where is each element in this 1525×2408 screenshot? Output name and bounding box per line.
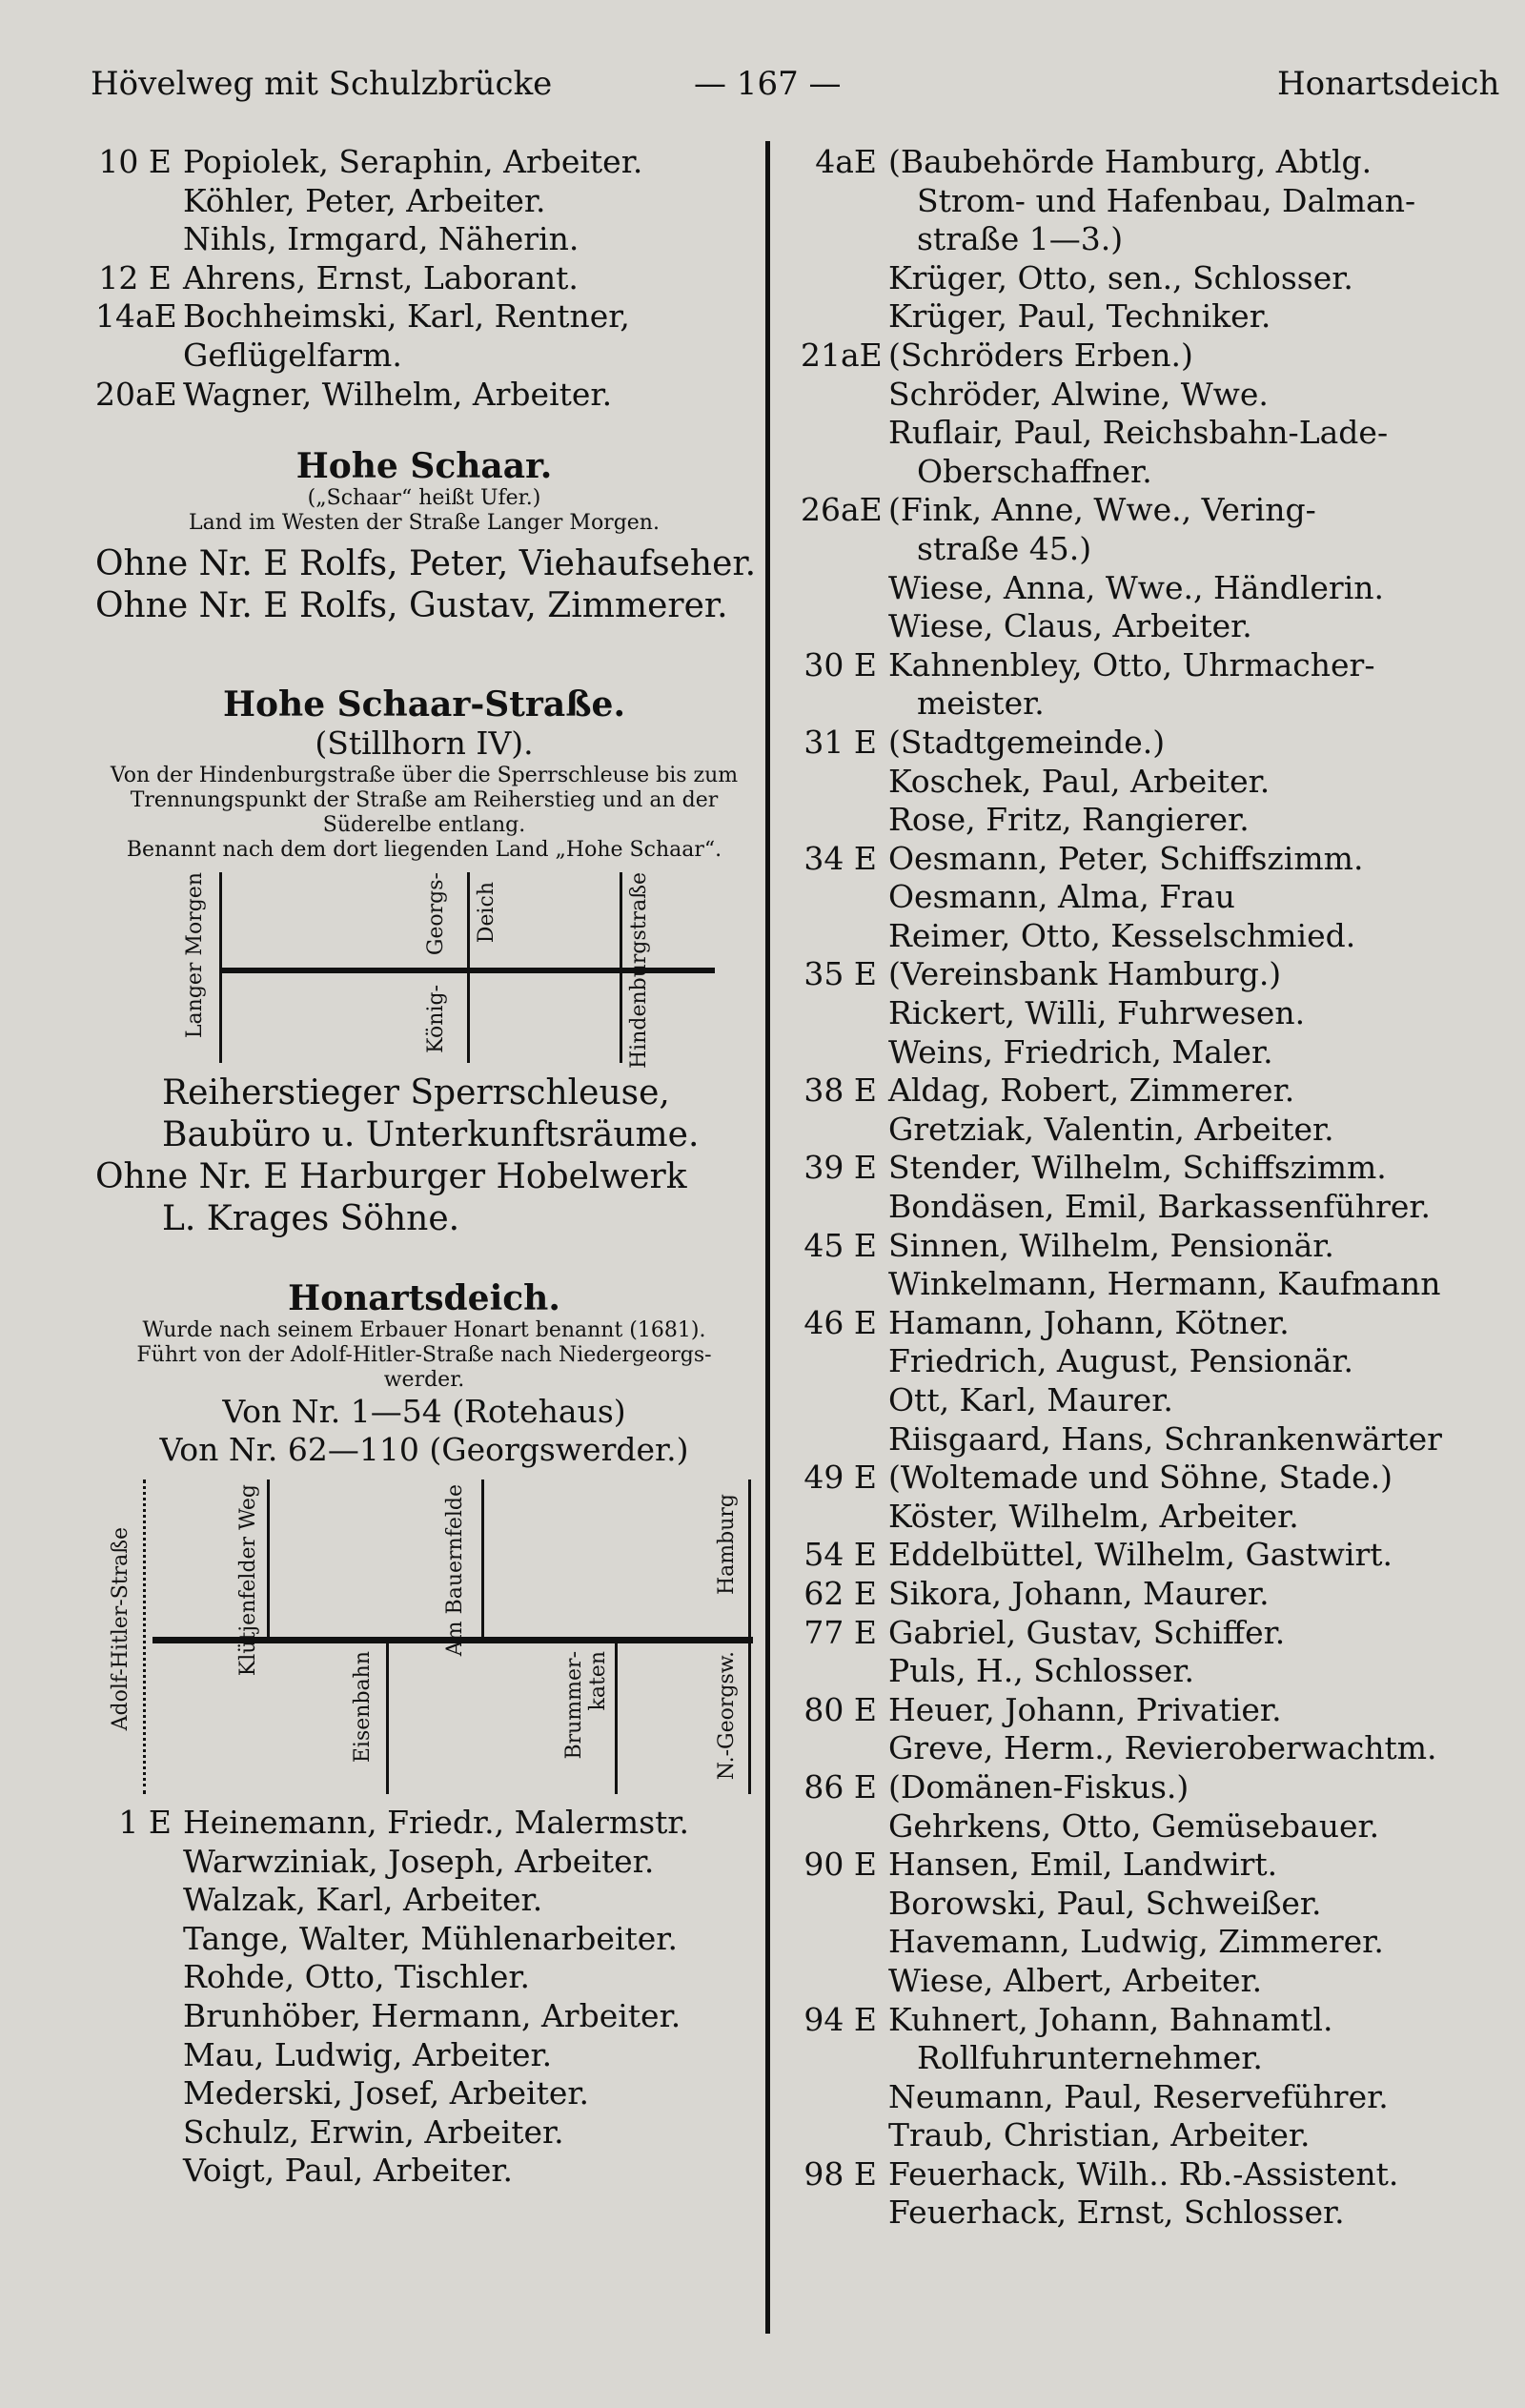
resident-text: Ott, Karl, Maurer. [888,1381,1173,1418]
resident-text: Sikora, Johann, Maurer. [888,1574,1270,1612]
resident-text: (Baubehörde Hamburg, Abtlg. [888,143,1372,180]
entry-line [801,297,1487,337]
section-description: Wurde nach seinem Erbauer Honart benannt (1681). [142,1317,706,1342]
entry-line [801,1381,1487,1420]
entry-line [801,143,1487,182]
house-number: 54 E [803,1536,877,1574]
entry-line [801,1768,1487,1807]
resident-text: Voigt, Paul, Arbeiter. [183,2152,514,2190]
house-number: 30 E [803,645,877,684]
resident-text: Gretziak, Valentin, Arbeiter. [888,1110,1334,1148]
map-cross-street [620,872,622,1063]
resident-text: Kahnenbley, Otto, Uhrmacher- [888,645,1375,684]
map-cross-street [748,1479,751,1637]
house-number: 10 E [98,143,172,180]
resident-text: Mau, Ludwig, Arbeiter. [183,2035,553,2073]
map-label: Georgs- [424,871,448,955]
resident-text: Schröder, Alwine, Wwe. [888,375,1269,413]
section-description: Von der Hindenburgstraße über die Sperrschleuse bis zum [110,763,739,787]
entry-line [801,1923,1487,1962]
resident-text: Oberschaffner. [917,452,1152,490]
resident-text: Kuhnert, Johann, Bahnamtl. [888,2000,1333,2038]
map-label: Hindenburgstraße [627,871,651,1069]
map-cross-street [481,1479,484,1637]
entry-line [801,2039,1487,2078]
section-title-hohe-schaar-strasse: Hohe Schaar-Straße. [223,684,625,725]
resident-text: Feuerhack, Wilh.. Rb.-Assistent. [888,2154,1399,2193]
entry-line: Ohne Nr. E Harburger Hobelwerk [95,1156,687,1196]
entry-line [95,2074,753,2113]
resident-text: Bondäsen, Emil, Barkassenführer. [888,1188,1432,1226]
map-cross-street [267,1479,270,1637]
map-label: Klütjenfelder Weg [236,1483,260,1677]
house-number: 26aE [801,491,883,529]
entry-line [801,1188,1487,1227]
resident-text: Greve, Herm., Revieroberwachtm. [888,1729,1437,1767]
map-cross-street [219,872,222,1063]
map-label: N.-Georgsw. [715,1650,739,1781]
resident-text: Rollfuhrunternehmer. [917,2039,1263,2077]
house-number: 12 E [98,258,172,296]
resident-text: Stender, Wilhelm, Schiffszimm. [888,1149,1387,1187]
entry-line [801,220,1487,259]
entry-line [801,1149,1487,1188]
entry-line [801,1575,1487,1614]
resident-text: Köster, Wilhelm, Arbeiter. [888,1497,1299,1535]
entry-line [801,337,1487,376]
section-title-honartsdeich: Honartsdeich. [288,1277,560,1318]
resident-text: Hansen, Emil, Landwirt. [888,1846,1278,1884]
section-description: Benannt nach dem dort liegenden Land „Hohe Schaar“. [126,837,722,862]
entry-line [801,994,1487,1033]
resident-text: Neumann, Paul, Reserveführer. [888,2077,1389,2115]
resident-text: Sinnen, Wilhelm, Pensionär. [888,1226,1334,1264]
entry-line [95,1920,753,1959]
entry-line [95,2036,753,2075]
resident-text: (Schröders Erben.) [888,336,1193,374]
entry-line: Ohne Nr. E Rolfs, Peter, Viehaufseher. [95,544,757,584]
resident-text: Friedrich, August, Pensionär. [888,1342,1353,1380]
entry-line [801,1342,1487,1381]
entry-line [801,917,1487,956]
entry-line [801,1227,1487,1266]
entry-line [95,259,753,298]
resident-text: Oesmann, Alma, Frau [888,878,1235,916]
entry-line [95,1997,753,2036]
entry-line [801,569,1487,608]
resident-text: (Stadtgemeinde.) [888,723,1166,761]
resident-text: (Fink, Anne, Wwe., Vering- [888,491,1316,529]
entry-line [801,646,1487,685]
entry-line [801,414,1487,453]
map-boundary [143,1479,146,1794]
resident-text: straße 45.) [917,529,1092,567]
entry-line [95,2152,753,2191]
resident-text: Gehrkens, Otto, Gemüsebauer. [888,1806,1380,1845]
running-head-left: Hövelweg mit Schulzbrücke [91,65,553,103]
section-description: Süderelbe entlang. [322,812,526,837]
house-number: 4aE [815,143,877,180]
house-number: 90 E [803,1846,877,1884]
entry-line [801,2155,1487,2194]
entry-line [95,376,753,415]
entry-line [801,763,1487,802]
entry-line [801,1652,1487,1691]
section-description: Führt von der Adolf-Hitler-Straße nach Niedergeorgs- [136,1342,712,1367]
map-label: Deich [475,881,498,943]
section-title-hohe-schaar: Hohe Schaar. [295,446,553,487]
entry-line [801,801,1487,840]
entry-line [95,220,753,259]
resident-text: Heuer, Johann, Privatier. [888,1690,1282,1728]
house-number: 49 E [803,1459,877,1497]
house-number: 31 E [803,723,877,761]
house-number: 86 E [803,1767,877,1806]
entry-line [801,376,1487,415]
resident-text: Nihls, Irmgard, Näherin. [183,220,580,258]
entry-line [801,1729,1487,1768]
entry-line [801,1071,1487,1111]
map-label: Adolf-Hitler-Straße [109,1526,132,1731]
map-label: Am Bauernfelde [443,1483,467,1657]
resident-text: Walzak, Karl, Arbeiter. [183,1881,543,1919]
entry-line [95,1843,753,1882]
resident-text: Wiese, Anna, Wwe., Händlerin. [888,568,1385,606]
resident-text: Bochheimski, Karl, Rentner, [183,297,630,336]
entry-line [801,259,1487,298]
entry-line [801,2078,1487,2117]
entry-line [801,491,1487,530]
map-label: Langer Morgen [183,871,207,1038]
resident-text: Tange, Walter, Mühlenarbeiter. [183,1919,678,1957]
resident-text: (Vereinsbank Hamburg.) [888,955,1282,993]
house-number: 38 E [803,1071,877,1110]
entry-list-top [95,143,753,414]
house-number: 39 E [803,1149,877,1187]
entry-line [801,1536,1487,1575]
entry-line [801,1420,1487,1459]
page-number: — 167 — [694,65,842,103]
map-cross-street [386,1637,389,1794]
house-number: 20aE [95,375,177,413]
map-cross-street [748,1637,751,1794]
resident-text: Rose, Fritz, Rangierer. [888,801,1250,839]
street-map-honartsdeich [95,1479,753,1794]
entry-line [801,1111,1487,1150]
entry-line [95,2113,753,2153]
resident-text: Reimer, Otto, Kesselschmied. [888,916,1356,954]
entry-line [95,337,753,376]
resident-text: Feuerhack, Ernst, Schlosser. [888,2194,1345,2232]
entry-line [801,878,1487,917]
resident-text: Köhler, Peter, Arbeiter. [183,181,546,219]
resident-text: Warwziniak, Joseph, Arbeiter. [183,1842,655,1880]
entry-line [801,1846,1487,1885]
section-note: („Schaar“ heißt Ufer.) [307,486,541,511]
entry-line [95,182,753,221]
entry-line [801,1614,1487,1653]
map-cross-street [615,1637,618,1794]
resident-text: Popiolek, Seraphin, Arbeiter. [183,143,643,180]
entry-line: Reiherstieger Sperrschleuse, [162,1072,670,1112]
resident-text: Ruflair, Paul, Reichsbahn-Lade- [888,414,1389,452]
house-number: 45 E [803,1226,877,1264]
entry-list-honartsdeich [95,1804,753,2191]
running-head-right: Honartsdeich [1277,65,1500,103]
resident-text: Rohde, Otto, Tischler. [183,1958,530,1996]
resident-text: Koschek, Paul, Arbeiter. [888,762,1271,800]
resident-text: Schulz, Erwin, Arbeiter. [183,2112,564,2151]
house-number: 1 E [118,1803,172,1841]
resident-text: Hamann, Johann, Kötner. [888,1303,1290,1341]
entry-line [801,1304,1487,1343]
number-range: Von Nr. 1—54 (Rotehaus) [222,1392,626,1430]
house-number: 80 E [803,1690,877,1728]
house-number: 94 E [803,2000,877,2038]
resident-text: Brunhöber, Hermann, Arbeiter. [183,1996,681,2034]
entry-line [801,530,1487,569]
entry-line [801,684,1487,724]
entry-line [801,2116,1487,2155]
house-number: 14aE [95,297,177,336]
map-cross-street [467,872,470,1063]
entry-line [801,1691,1487,1730]
house-number: 77 E [803,1613,877,1651]
resident-text: Krüger, Paul, Techniker. [888,297,1271,336]
entry-line [801,2001,1487,2040]
entry-line: Baubüro u. Unterkunftsräume. [162,1114,700,1154]
entry-line [801,1807,1487,1847]
entry-line [801,840,1487,879]
house-number: 34 E [803,839,877,877]
resident-text: (Woltemade und Söhne, Stade.) [888,1459,1393,1497]
entry-line [801,2194,1487,2233]
resident-text: Wiese, Albert, Arbeiter. [888,1961,1263,1999]
resident-text: Ahrens, Ernst, Laborant. [183,258,579,296]
resident-text: Puls, H., Schlosser. [888,1652,1194,1690]
resident-text: Weins, Friedrich, Maler. [888,1032,1273,1071]
entry-line [801,1885,1487,1924]
section-description: Trennungspunkt der Straße am Reiherstieg und an der [130,787,719,812]
resident-text: Riisgaard, Hans, Schrankenwärter [888,1419,1442,1458]
house-number: 98 E [803,2154,877,2193]
map-label: König- [424,984,448,1053]
section-subtitle: (Stillhorn IV). [315,724,534,763]
resident-text: (Domänen-Fiskus.) [888,1767,1190,1806]
right-column [801,143,1487,2233]
column-divider [765,141,770,2334]
entry-line [801,607,1487,646]
resident-text: Rickert, Willi, Fuhrwesen. [888,994,1306,1032]
resident-text: Borowski, Paul, Schweißer. [888,1884,1322,1922]
entry-line [801,1498,1487,1537]
house-number: 35 E [803,955,877,993]
entry-line [801,453,1487,492]
entry-line [95,1804,753,1843]
resident-text: Geflügelfarm. [183,336,402,374]
entry-line [801,1962,1487,2001]
map-label: Brummer- [562,1650,586,1760]
entry-line [801,955,1487,994]
entry-line [801,1265,1487,1304]
resident-text: Mederski, Josef, Arbeiter. [183,2074,590,2112]
house-number: 62 E [803,1574,877,1612]
entry-line [95,1881,753,1920]
street-map-hohe-schaar-strasse [95,871,753,1069]
resident-text: Gabriel, Gustav, Schiffer. [888,1613,1286,1651]
entry-line [801,182,1487,221]
resident-text: Traub, Christian, Arbeiter. [888,2116,1311,2154]
resident-text: Wagner, Wilhelm, Arbeiter. [183,375,613,413]
resident-text: Wiese, Claus, Arbeiter. [888,607,1252,645]
resident-text: Aldag, Robert, Zimmerer. [888,1071,1295,1110]
entry-line [95,297,753,337]
resident-text: Strom- und Hafenbau, Dalman- [917,181,1416,219]
map-label: katen [586,1650,610,1711]
house-number: 21aE [801,336,883,374]
resident-text: Winkelmann, Hermann, Kaufmann [888,1265,1441,1303]
entry-line: L. Krages Söhne. [162,1198,460,1238]
number-range: Von Nr. 62—110 (Georgswerder.) [159,1431,689,1469]
entry-line [801,1033,1487,1072]
entry-line [801,724,1487,763]
resident-text: Heinemann, Friedr., Malermstr. [183,1803,690,1841]
section-description: werder. [383,1367,465,1392]
house-number: 46 E [803,1303,877,1341]
entry-line [801,1459,1487,1498]
resident-text: straße 1—3.) [917,220,1124,258]
resident-text: Krüger, Otto, sen., Schlosser. [888,258,1353,296]
entry-line [95,143,753,182]
resident-text: meister. [917,684,1045,723]
resident-text: Havemann, Ludwig, Zimmerer. [888,1923,1384,1961]
entry-line: Ohne Nr. E Rolfs, Gustav, Zimmerer. [95,586,728,626]
map-label: Hamburg [715,1493,739,1595]
resident-text: Oesmann, Peter, Schiffszimm. [888,839,1364,877]
entry-line [95,1958,753,1997]
section-note: Land im Westen der Straße Langer Morgen. [189,511,660,536]
left-column [95,143,757,2191]
resident-text: Eddelbüttel, Wilhelm, Gastwirt. [888,1536,1393,1574]
map-label: Eisenbahn [351,1650,375,1764]
